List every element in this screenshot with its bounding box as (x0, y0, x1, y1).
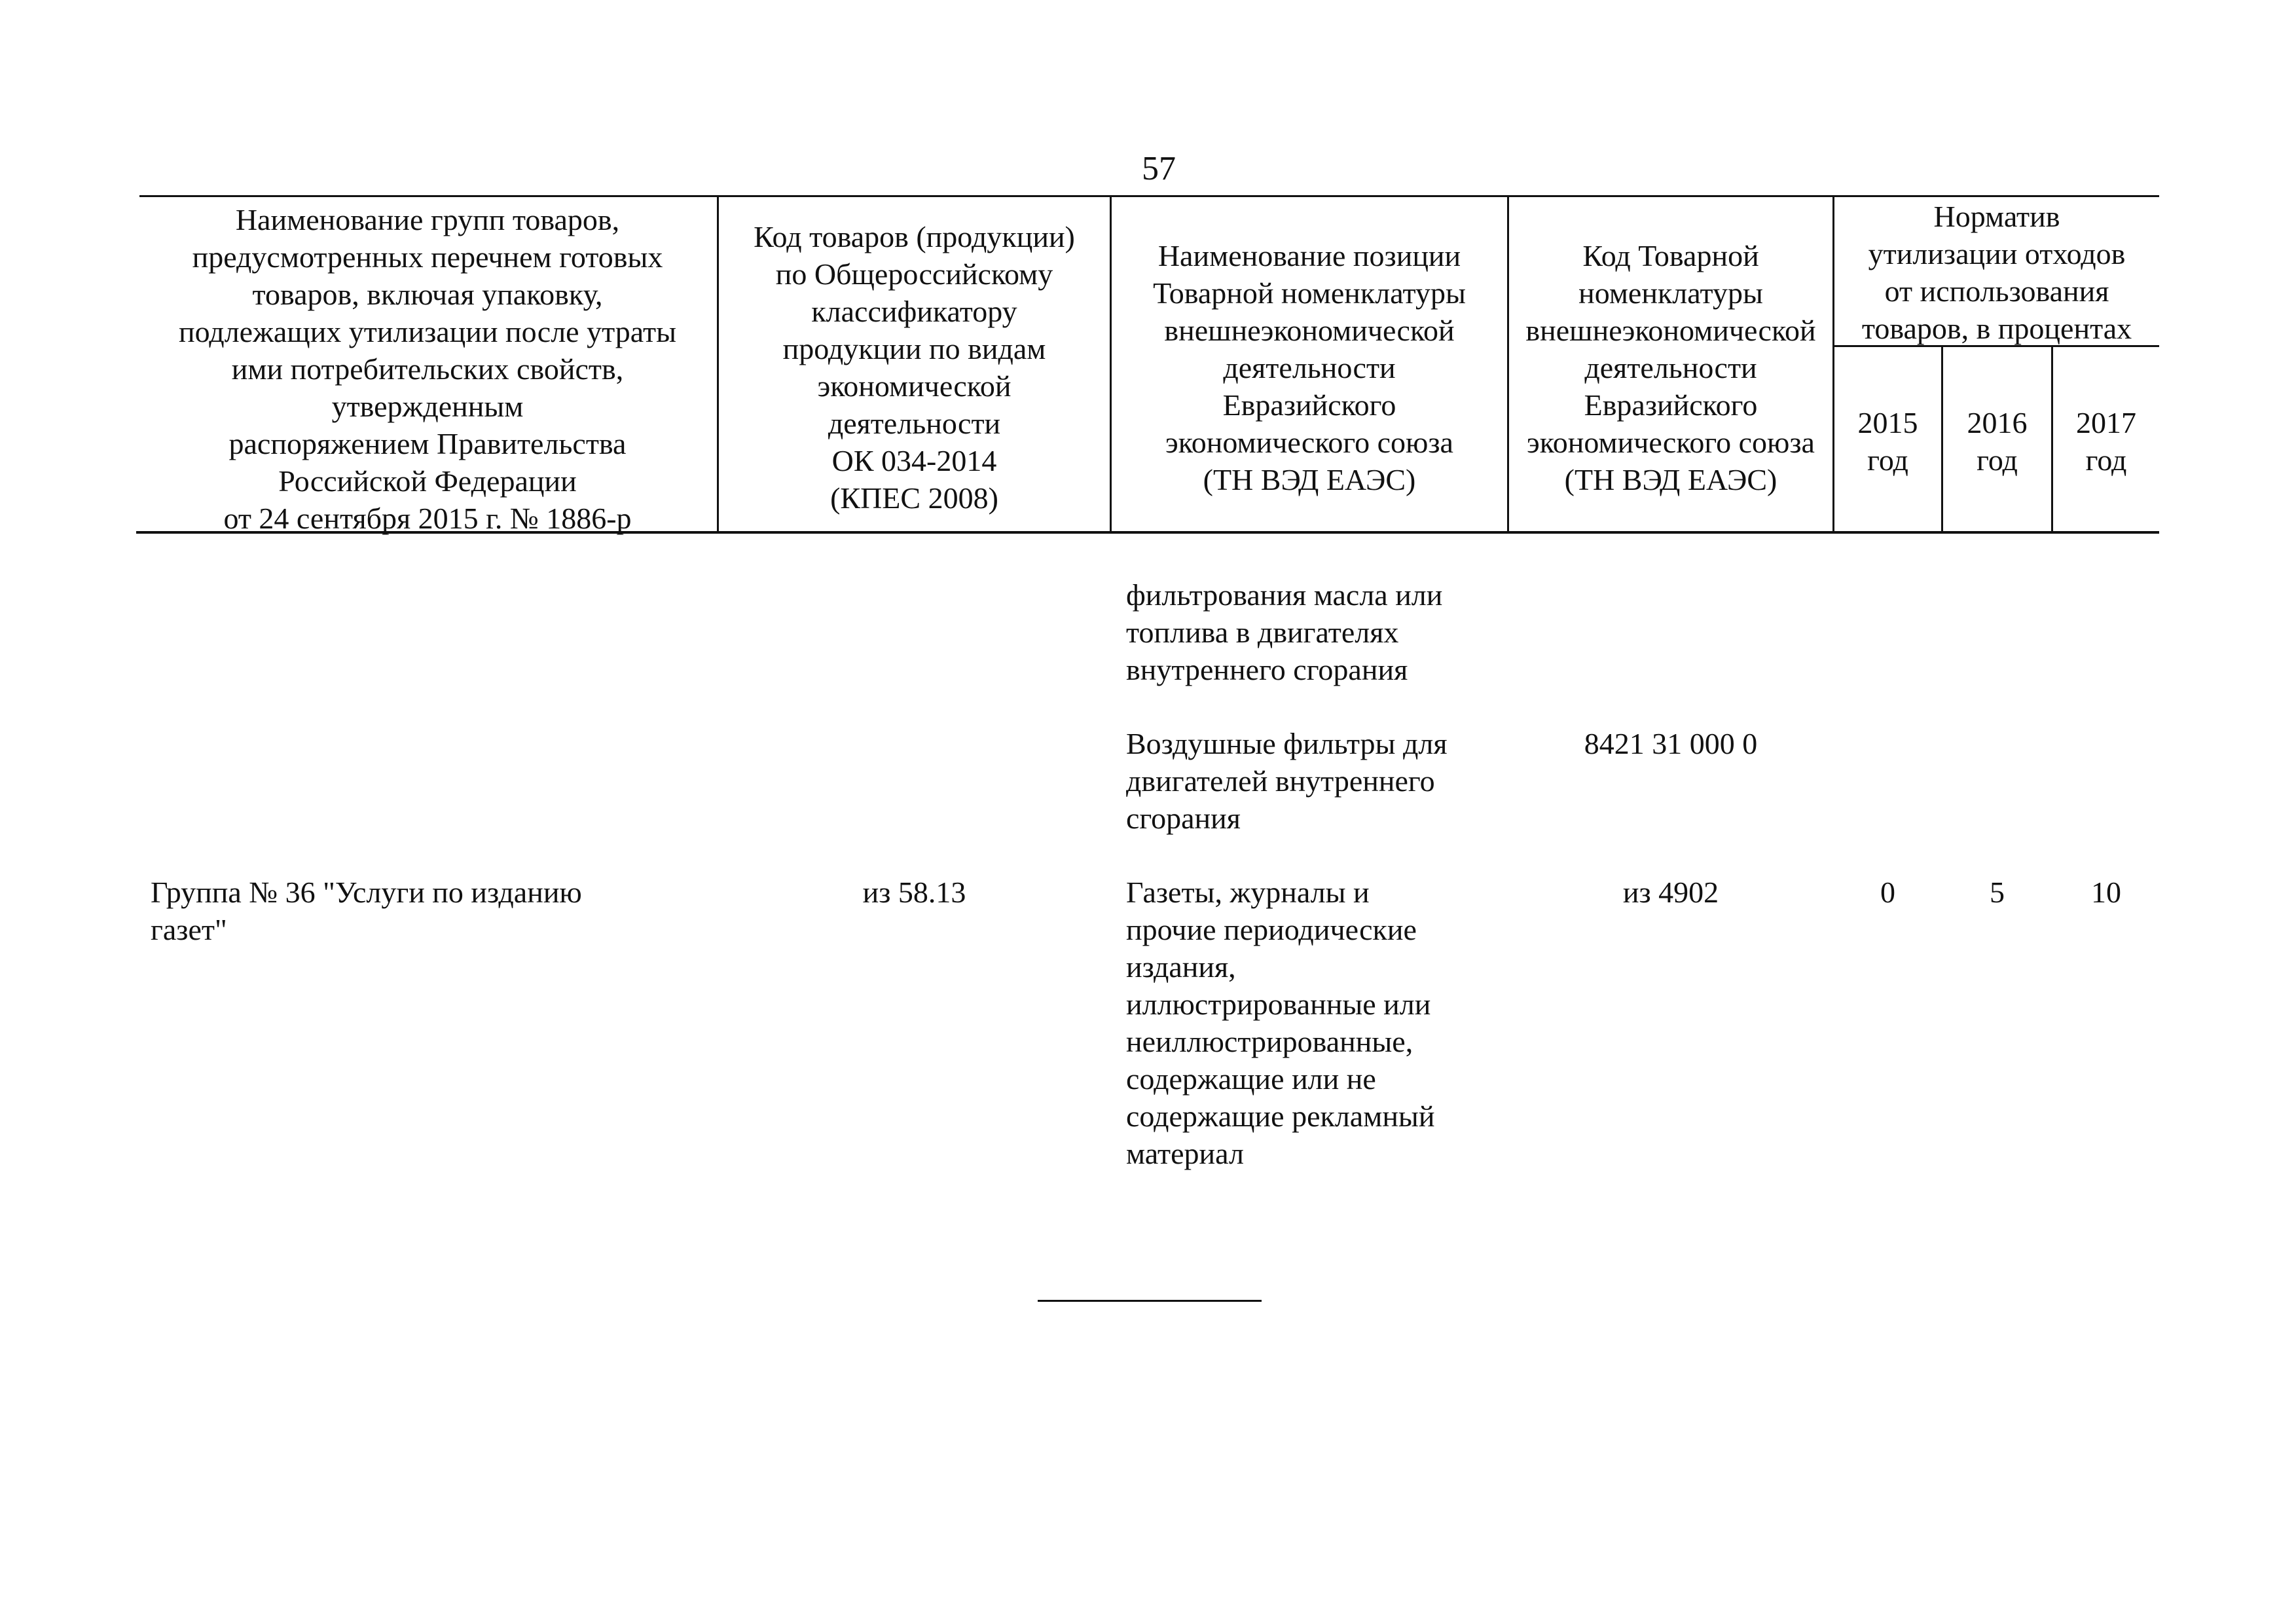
header-year-2015: 2015 год (1857, 406, 1918, 477)
header-tnved-code: Код Товарной номенклатуры внешнеэкономической деятельности Евразийского экономического союза (ТН ВЭД ЕАЭС) (1525, 239, 1816, 496)
row-value-2017: 10 (2091, 876, 2121, 909)
row-tnved-code: 8421 31 000 0 (1584, 727, 1758, 760)
row-tnved-code: из 4902 (1622, 876, 1719, 909)
header-goods-groups: Наименование групп товаров, предусмотренных перечнем готовых товаров, включая упаковку, подлежащих утилизации после утраты ими потребительских свойств, утвержденным распоряжением Правительства Российской Федерации от 24 сентября 2015 г. № 1886-р (179, 203, 676, 535)
page-number: 57 (1142, 150, 1176, 187)
row-tnved-name: Газеты, журналы и прочие периодические издания, иллюстрированные или неиллюстрированные, содержащие или не содержащие рекламный материал (1126, 876, 1435, 1170)
row-value-2016: 5 (1990, 876, 2005, 909)
header-recycling-norm: Норматив утилизации отходов от использования товаров, в процентах (1861, 200, 2132, 345)
end-rule (1038, 1300, 1262, 1302)
table-top-border (139, 195, 2159, 197)
header-year-2016: 2016 год (1967, 406, 2028, 477)
header-okpd-code: Код товаров (продукции) по Общероссийскому классификатору продукции по видам экономической деятельности ОК 034-2014 (КПЕС 2008) (754, 220, 1075, 515)
row-tnved-name: Воздушные фильтры для двигателей внутреннего сгорания (1126, 727, 1448, 835)
row-okpd-code: из 58.13 (862, 876, 966, 909)
row-value-2015: 0 (1880, 876, 1895, 909)
row-tnved-name: фильтрования масла или топлива в двигателях внутреннего сгорания (1126, 578, 1443, 686)
header-year-2017: 2017 год (2076, 406, 2136, 477)
row-group-name: Группа № 36 "Услуги по изданию газет" (151, 876, 582, 946)
header-tnved-name: Наименование позиции Товарной номенклатуры внешнеэкономической деятельности Евразийского экономического союза (ТН ВЭД ЕАЭС) (1153, 239, 1466, 496)
